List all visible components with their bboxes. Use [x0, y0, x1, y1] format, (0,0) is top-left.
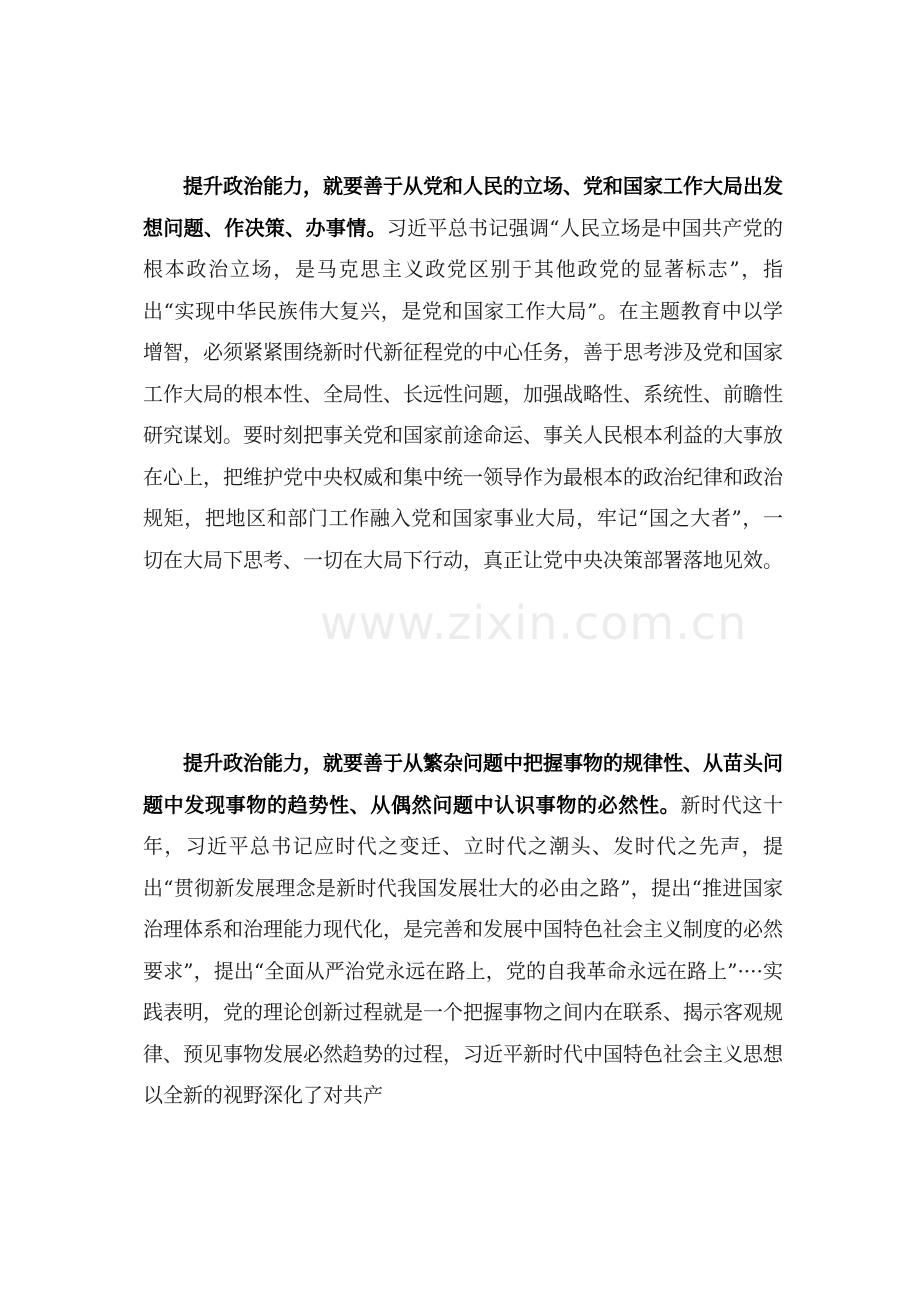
paragraph-2	[143, 743, 783, 1117]
paragraph-1-lead: 提升政治能力，就要善于从党和人民的立场、党和国家工作大局出发想问题、作决策、办事情。	[143, 174, 783, 240]
paragraph-2-body: 新时代这十年，习近平总书记应时代之变迁、立时代之潮头、发时代之先声，提出“贯彻新发展理念是新时代我国发展壮大的必由之路”，提出“推进国家治理体系和治理能力现代化，是完善和发展中国特色社会主义制度的必然要求”，提出“全面从严治党永远在路上，党的自我革命永远在路上”····实践表明，党的理论创新过程就是一个把握事物之间内在联系、揭示客观规律、预见事物发展必然趋势的过程，习近平新时代中国特色社会主义思想以全新的视野深化了对共产	[143, 792, 784, 1107]
paragraph-2-lead: 提升政治能力，就要善于从繁杂问题中把握事物的规律性、从苗头问题中发现事物的趋势性、从偶然问题中认识事物的必然性。	[143, 751, 783, 817]
paragraph-1-body: 习近平总书记强调“人民立场是中国共产党的根本政治立场，是马克思主义政党区别于其他政党的显著标志”，指出“实现中华民族伟大复兴，是党和国家工作大局”。在主题教育中以学增智，必须紧紧围绕新时代新征程党的中心任务，善于思考涉及党和国家工作大局的根本性、全局性、长远性问题，加强战略性、系统性、前瞻性研究谋划。要时刻把事关党和国家前途命运、事关人民根本利益的大事放在心上，把维护党中央权威和集中统一领导作为最根本的政治纪律和政治规矩，把地区和部门工作融入党和国家事业大局，牢记“国之大者”，一切在大局下思考、一切在大局下行动，真正让党中央决策部署落地见效。	[143, 215, 783, 572]
watermark: www.zixin.com.cn	[320, 596, 748, 650]
paragraph-1	[143, 166, 783, 581]
